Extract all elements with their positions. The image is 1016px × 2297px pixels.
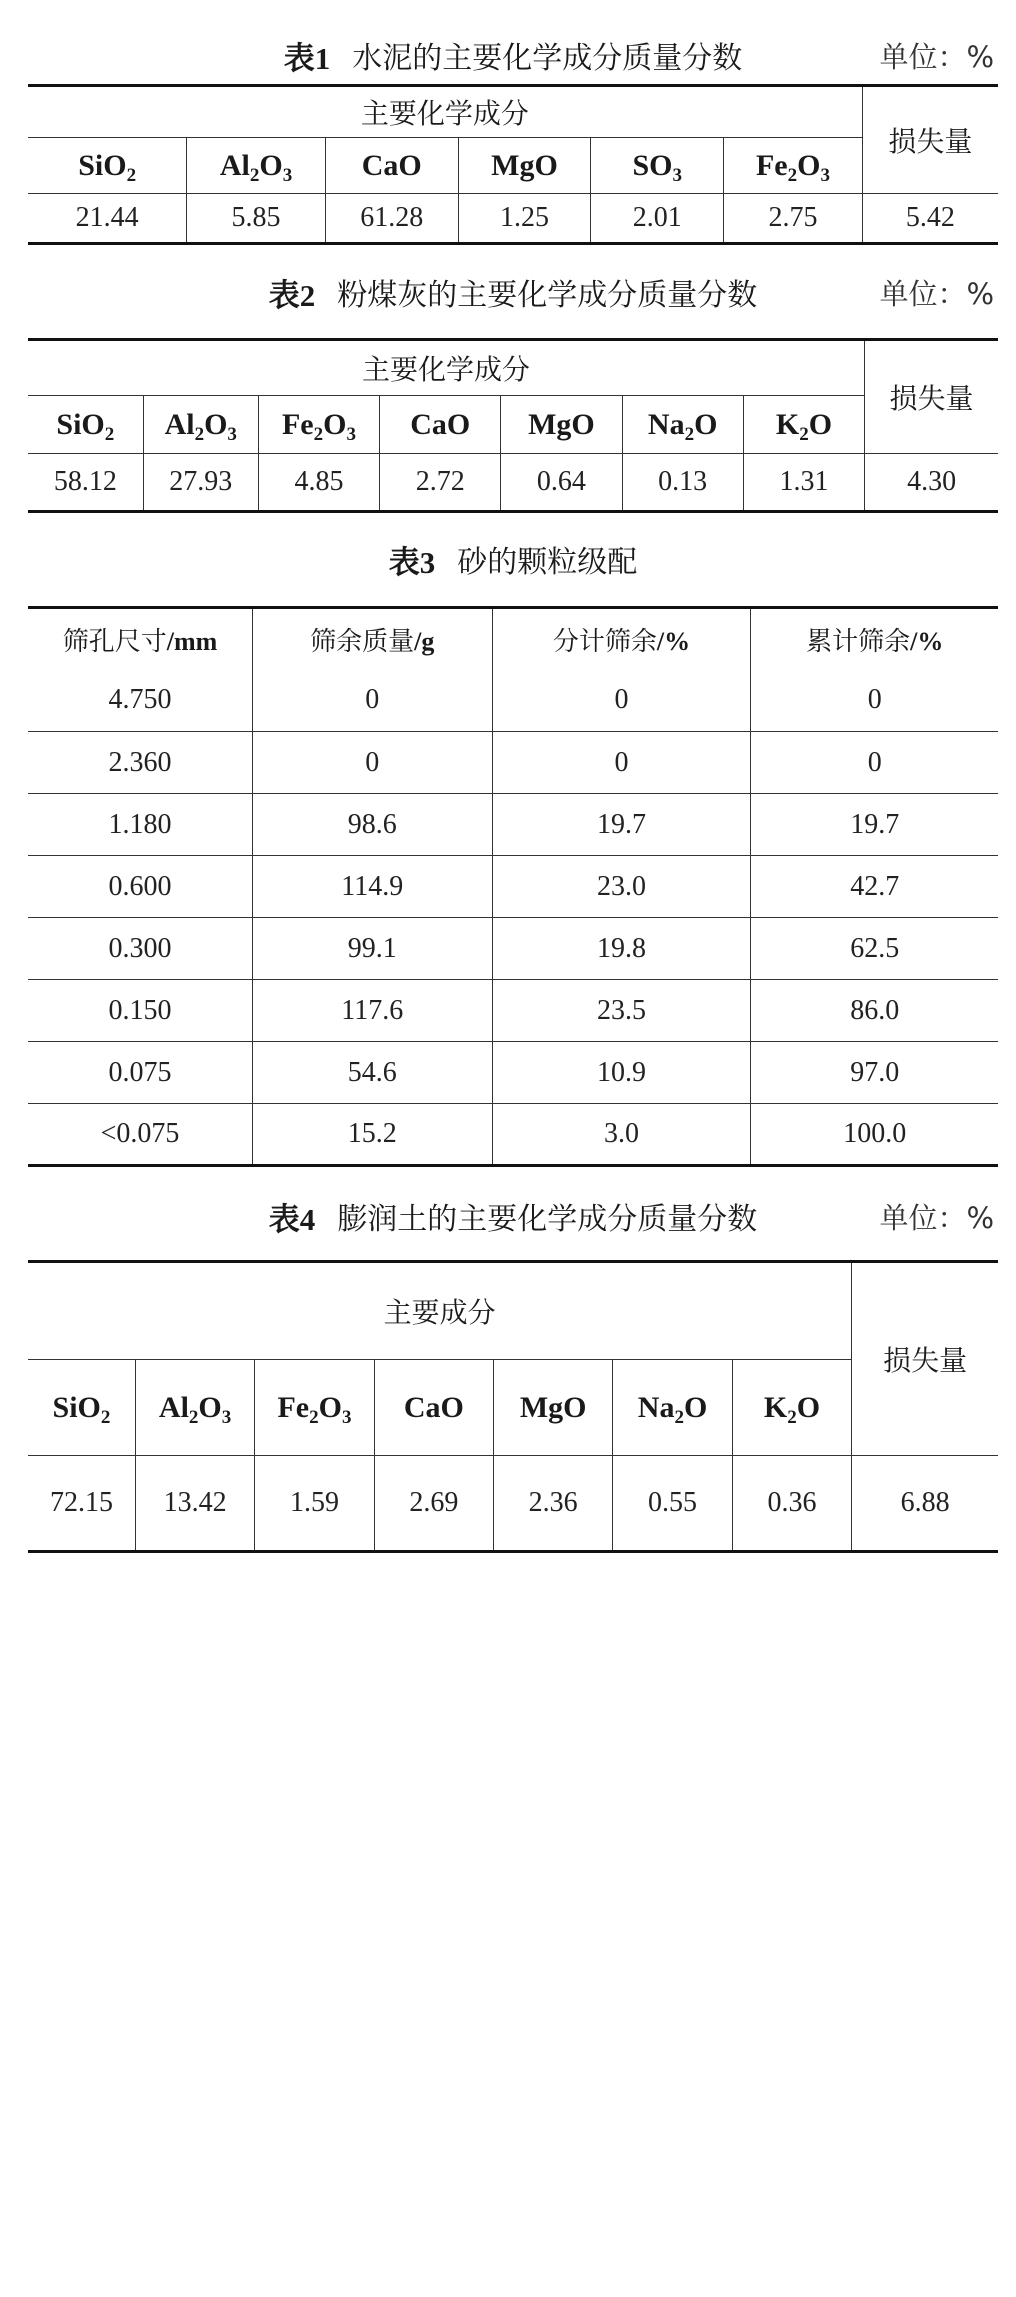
formula-subscript: 3: [227, 423, 237, 445]
table3-header-cell: [253, 608, 493, 670]
header-unit: /mm: [166, 626, 218, 656]
table4: [28, 1260, 998, 1553]
formula-element: O: [318, 1390, 342, 1424]
table3-cell: 19.8: [492, 918, 751, 980]
table2-group-header: 主要化学成分: [28, 340, 865, 396]
formula-base: Al: [158, 1390, 189, 1424]
table1-group-header: 主要化学成分: [28, 86, 862, 138]
table4-formula-cell: [135, 1360, 254, 1456]
table3-header-cell: [492, 608, 751, 670]
formula-base: K: [763, 1390, 788, 1424]
table1-value-row: [28, 194, 998, 244]
table4-value-cell: 72.15: [28, 1456, 135, 1552]
formula-base: K: [775, 407, 800, 441]
formula-subscript: 2: [249, 164, 260, 186]
table1-value-cell: 21.44: [28, 194, 187, 244]
formula-element: O: [797, 148, 821, 182]
formula-base: SiO: [56, 407, 105, 441]
table1-value-cell: 2.75: [724, 194, 863, 244]
table3-cell: 0.150: [28, 980, 253, 1042]
header-label: 分计筛余: [552, 626, 657, 657]
formula-element: O: [796, 1390, 821, 1424]
table1-value-cell: 5.42: [862, 194, 998, 244]
table3-cell: 62.5: [751, 918, 998, 980]
table4-value-cell: 1.59: [255, 1456, 374, 1552]
table2-value-cell: 27.93: [143, 454, 258, 512]
table3-cell: 1.180: [28, 794, 253, 856]
table-row: [28, 670, 998, 732]
table1-formula-row: [28, 138, 998, 194]
table3-cell: 3.0: [492, 1104, 751, 1166]
formula-base: Fe: [281, 407, 314, 441]
table3-cell: 0: [253, 670, 493, 732]
table2-formula-cell: [28, 396, 143, 454]
header-label: 累计筛余: [806, 626, 911, 657]
table3-cell: <0.075: [28, 1104, 253, 1166]
table4-unit: 单位：%: [879, 1200, 994, 1235]
table4-loss-header: 损失量: [852, 1262, 998, 1456]
formula-subscript: 3: [221, 1406, 232, 1428]
formula-subscript: 2: [188, 1406, 199, 1428]
formula-base: SO: [632, 148, 673, 182]
table2-formula-cell: [143, 396, 258, 454]
table-row: [28, 1042, 998, 1104]
table1-caption: [28, 30, 998, 80]
table-row: [28, 732, 998, 794]
formula-base: Fe: [277, 1390, 310, 1424]
table2-formula-cell: [380, 396, 501, 454]
formula-subscript: 2: [313, 423, 324, 445]
table4-value-cell: 2.69: [374, 1456, 493, 1552]
table1-value-cell: 5.85: [187, 194, 326, 244]
table2-caption: [28, 267, 998, 317]
table4-value-cell: 6.88: [852, 1456, 998, 1552]
table3-cell: 42.7: [751, 856, 998, 918]
table4-value-cell: 0.36: [732, 1456, 851, 1552]
table1-formula-cell: [325, 138, 458, 194]
table2-value-cell: 58.12: [28, 454, 143, 512]
formula-base: Al: [164, 407, 195, 441]
table2-value-row: [28, 454, 998, 512]
table1-number: 表1: [283, 40, 331, 76]
table3-cell: 19.7: [751, 794, 998, 856]
table2-formula-cell: [743, 396, 864, 454]
table1-title: 水泥的主要化学成分质量分数: [352, 41, 743, 76]
table4-formula-cell: [613, 1360, 732, 1456]
table1-value-cell: 61.28: [325, 194, 458, 244]
formula-base: Na: [637, 1390, 675, 1424]
formula-base: Al: [219, 148, 250, 182]
table-row: [28, 980, 998, 1042]
table3-header-cell: [751, 608, 998, 670]
table3-cell: 19.7: [492, 794, 751, 856]
table2-formula-cell: [258, 396, 379, 454]
table4-value-row: [28, 1456, 998, 1552]
table1-formula-cell: [458, 138, 591, 194]
table3-cell: 4.750: [28, 670, 253, 732]
table2-value-cell: 0.13: [622, 454, 743, 512]
formula-subscript: 2: [126, 164, 137, 186]
table3-cell: 99.1: [253, 918, 493, 980]
formula-subscript: 2: [787, 1406, 797, 1428]
table2-title: 粉煤灰的主要化学成分质量分数: [337, 278, 758, 313]
formula-element: O: [204, 407, 228, 441]
table4-title: 膨润土的主要化学成分质量分数: [337, 1202, 758, 1237]
formula-base: MgO: [528, 407, 595, 441]
table3-cell: 10.9: [492, 1042, 751, 1104]
table3-header-cell: [28, 608, 253, 670]
table3-cell: 98.6: [253, 794, 493, 856]
table4-formula-cell: [732, 1360, 851, 1456]
formula-subscript: 2: [100, 1406, 111, 1428]
formula-subscript: 2: [684, 423, 695, 445]
formula-subscript: 2: [799, 423, 809, 445]
formula-base: CaO: [410, 407, 471, 441]
formula-subscript: 3: [672, 164, 683, 186]
table1: [28, 84, 998, 245]
table2-value-cell: 1.31: [743, 454, 864, 512]
table3-number: 表3: [388, 544, 436, 580]
table1-formula-cell: [187, 138, 326, 194]
table1-formula-cell: [591, 138, 724, 194]
table4-formula-cell: [374, 1360, 493, 1456]
table3-cell: 0: [253, 732, 493, 794]
table3-cell: 54.6: [253, 1042, 493, 1104]
table3-caption: [28, 534, 998, 584]
table3: [28, 606, 998, 1167]
table3-cell: 0: [492, 732, 751, 794]
formula-base: MgO: [519, 1390, 587, 1424]
formula-subscript: 2: [674, 1406, 684, 1428]
formula-subscript: 3: [820, 164, 830, 186]
table-row: [28, 918, 998, 980]
table3-cell: 2.360: [28, 732, 253, 794]
table4-value-cell: 2.36: [494, 1456, 613, 1552]
table4-formula-cell: [28, 1360, 135, 1456]
table4-group-header: 主要成分: [28, 1262, 852, 1360]
table3-cell: 0.075: [28, 1042, 253, 1104]
table3-cell: 0.600: [28, 856, 253, 918]
formula-subscript: 3: [341, 1406, 352, 1428]
formula-subscript: 3: [346, 423, 356, 445]
formula-subscript: 2: [104, 423, 115, 445]
formula-subscript: 2: [787, 164, 798, 186]
formula-base: SiO: [52, 1390, 101, 1424]
formula-element: O: [808, 407, 833, 441]
table4-value-cell: 13.42: [135, 1456, 254, 1552]
table2-number: 表2: [268, 277, 316, 313]
formula-base: Fe: [755, 148, 788, 182]
table2-formula-cell: [622, 396, 743, 454]
formula-base: Na: [647, 407, 685, 441]
table4-formula-cell: [255, 1360, 374, 1456]
table3-cell: 0: [751, 670, 998, 732]
formula-subscript: 2: [309, 1406, 319, 1428]
table2-value-cell: 4.85: [258, 454, 379, 512]
table3-cell: 23.0: [492, 856, 751, 918]
table3-cell: 100.0: [751, 1104, 998, 1166]
table2-formula-row: [28, 396, 998, 454]
table-row: [28, 1104, 998, 1166]
table1-formula-cell: [28, 138, 187, 194]
formula-subscript: 3: [282, 164, 293, 186]
table3-title: 砂的颗粒级配: [457, 545, 638, 580]
formula-element: O: [683, 1390, 708, 1424]
table1-unit: 单位：%: [879, 39, 994, 74]
table1-loss-header: 损失量: [862, 86, 998, 194]
table2: [28, 338, 998, 513]
table2-formula-cell: [501, 396, 622, 454]
table3-cell: 86.0: [751, 980, 998, 1042]
formula-base: MgO: [491, 148, 558, 182]
formula-element: O: [259, 148, 283, 182]
table4-caption: [28, 1191, 998, 1241]
table-row: [28, 856, 998, 918]
table3-cell: 97.0: [751, 1042, 998, 1104]
table1-value-cell: 2.01: [591, 194, 724, 244]
formula-base: CaO: [403, 1390, 464, 1424]
header-unit: /%: [656, 626, 691, 656]
formula-base: CaO: [361, 148, 422, 182]
header-label: 筛孔尺寸: [62, 626, 167, 657]
formula-element: O: [694, 407, 718, 441]
header-label: 筛余质量: [310, 626, 415, 657]
table3-cell: 23.5: [492, 980, 751, 1042]
table3-cell: 114.9: [253, 856, 493, 918]
table3-cell: 0: [492, 670, 751, 732]
table3-cell: 0.300: [28, 918, 253, 980]
table3-cell: 117.6: [253, 980, 493, 1042]
table2-loss-header: 损失量: [865, 340, 998, 454]
table3-header-row: [28, 608, 998, 670]
table3-cell: 15.2: [253, 1104, 493, 1166]
table4-formula-cell: [494, 1360, 613, 1456]
table2-value-cell: 4.30: [865, 454, 998, 512]
table2-value-cell: 0.64: [501, 454, 622, 512]
table4-number: 表4: [268, 1201, 316, 1237]
header-unit: /g: [414, 626, 435, 656]
table1-value-cell: 1.25: [458, 194, 591, 244]
formula-element: O: [323, 407, 347, 441]
header-unit: /%: [910, 626, 944, 656]
table4-value-cell: 0.55: [613, 1456, 732, 1552]
formula-base: SiO: [78, 148, 127, 182]
table3-cell: 0: [751, 732, 998, 794]
table2-unit: 单位：%: [879, 276, 994, 311]
table1-formula-cell: [724, 138, 863, 194]
formula-element: O: [198, 1390, 222, 1424]
table-row: [28, 794, 998, 856]
table2-value-cell: 2.72: [380, 454, 501, 512]
formula-subscript: 2: [194, 423, 205, 445]
